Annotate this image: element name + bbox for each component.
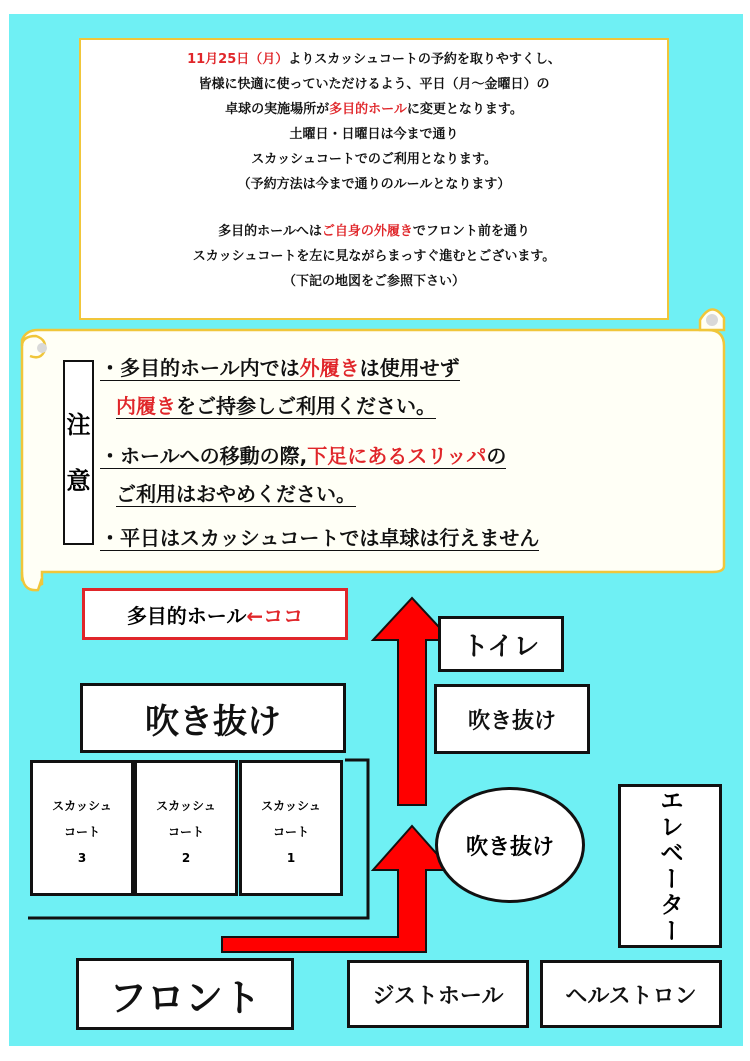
notice-line-9: （下記の地図をご参照下さい） [282, 274, 465, 289]
notice-line-7a: 多目的ホールへは [218, 224, 322, 239]
notice-line-4: 土曜日・日曜日は今まで通り [289, 127, 459, 142]
caution-bullet-1: ・多目的ホール内では外履きは使用せず [100, 356, 460, 380]
squash-court-3: スカッシュ コート 3 [30, 760, 134, 896]
notice-line-3a: 卓球の実施場所が [225, 102, 330, 117]
gist-hall-box: ジストホール [347, 960, 529, 1028]
caution-bullet-2-line-2: ご利用はおやめください。 [116, 482, 356, 506]
elevator-box: エレベーター [618, 784, 722, 948]
notice-line-3b: に変更となります。 [406, 102, 523, 117]
caution-char-1: 注 [66, 410, 91, 439]
atrium-left-box: 吹き抜け [80, 683, 346, 753]
squash-court-2: スカッシュ コート 2 [134, 760, 238, 896]
atrium-right-box: 吹き抜け [434, 684, 590, 754]
caution-bullet-1-line-2: 内履きをご持参しご利用ください。 [116, 394, 436, 418]
notice-date: 11月25日（月） [187, 52, 289, 67]
toilet-box: トイレ [438, 616, 564, 672]
multipurpose-hall-label: 多目的ホール ←ココ [82, 588, 348, 640]
notice-line-2: 皆様に快適に使っていただけるよう、平日（月～金曜日）の [198, 77, 550, 92]
here-arrow: ←ココ [246, 603, 304, 628]
notice-line-3-highlight: 多目的ホール [329, 102, 407, 117]
helstron-box: ヘルストロン [540, 960, 722, 1028]
atrium-oval: 吹き抜け [435, 787, 585, 903]
caution-char-2: 意 [66, 466, 91, 495]
notice-line-1: よりスカッシュコートの予約を取りやすくし、 [288, 52, 561, 67]
caution-bullet-3: ・平日はスカッシュコートでは卓球は行えません [100, 526, 540, 550]
caution-label [63, 360, 94, 545]
notice-line-6: （予約方法は今まで通りのルールとなります） [237, 177, 511, 192]
notice-line-7-highlight: ご自身の外履き [321, 224, 413, 239]
caution-bullet-2: ・ホールへの移動の際,下足にあるスリッパの [100, 444, 507, 468]
notice-line-8: スカッシュコートを左に見ながらまっすぐ進むとございます。 [192, 249, 556, 264]
notice-line-5: スカッシュコートでのご利用となります。 [251, 152, 497, 167]
front-desk-box: フロント [76, 958, 294, 1030]
notice-line-7b: でフロント前を通り [412, 224, 530, 239]
squash-court-1: スカッシュ コート 1 [239, 760, 343, 896]
